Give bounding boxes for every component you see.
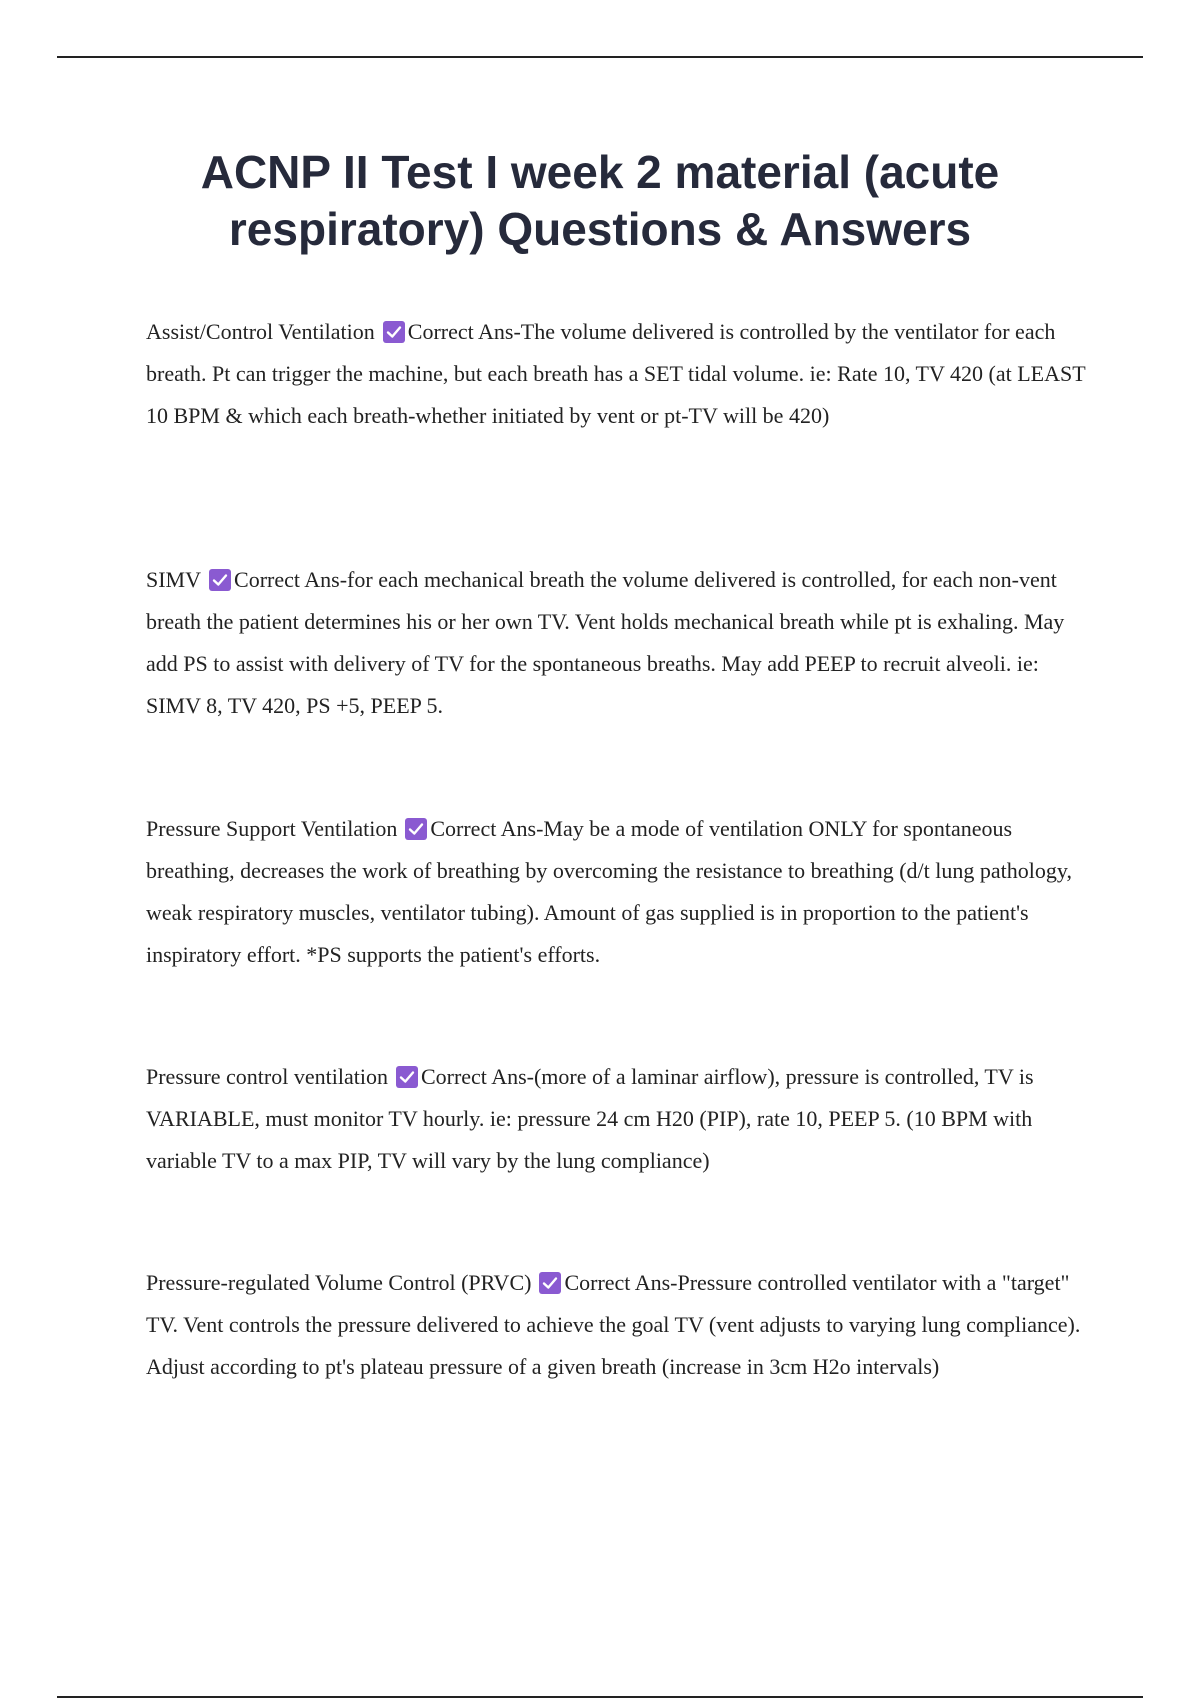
qa-answer: Correct Ans-Pressure controlled ventilator with a "target" TV. Vent controls the pressure delivered to achieve the goal TV (vent adjusts to varying lung compliance). Adjust according to pt's plateau pressure of a given breath (increase in 3cm H2o intervals) [146, 1270, 1081, 1379]
check-box-icon [383, 321, 405, 343]
qa-term: Pressure Support Ventilation [146, 816, 398, 841]
check-box-icon [396, 1066, 418, 1088]
qa-answer: Correct Ans-May be a mode of ventilation ONLY for spontaneous breathing, decreases the work of breathing by overcoming the resistance to breathing (d/t lung pathology, weak respiratory muscles, ventilator tubing). Amount of gas supplied is in proportion to the patient's inspiratory effort. *PS supports the patient's efforts. [146, 816, 1072, 967]
top-divider [57, 56, 1143, 58]
qa-answer: Correct Ans-(more of a laminar airflow), pressure is controlled, TV is VARIABLE, must monitor TV hourly. ie: pressure 24 cm H20 (PIP), rate 10, PEEP 5. (10 BPM with variable TV to a max PIP, TV will vary by the lung compliance) [146, 1064, 1034, 1173]
check-box-icon [209, 569, 231, 591]
check-box-icon [539, 1272, 561, 1294]
bottom-divider [57, 1696, 1143, 1698]
qa-item [146, 1056, 1091, 1182]
qa-answer: Correct Ans-for each mechanical breath the volume delivered is controlled, for each non-vent breath the patient determines his or her own TV. Vent holds mechanical breath while pt is exhaling. May add PS to assist with delivery of TV for the spontaneous breaths. May add PEEP to recruit alveoli. ie: SIMV 8, TV 420, PS +5, PEEP 5. [146, 567, 1065, 718]
qa-item [146, 808, 1091, 976]
qa-item [146, 311, 1091, 437]
qa-answer: Correct Ans-The volume delivered is controlled by the ventilator for each breath. Pt can trigger the machine, but each breath has a SET tidal volume. ie: Rate 10, TV 420 (at LEAST 10 BPM & which each breath-whether initiated by vent or pt-TV will be 420) [146, 319, 1086, 428]
check-box-icon [405, 818, 427, 840]
qa-term: Assist/Control Ventilation [146, 319, 375, 344]
qa-term: Pressure control ventilation [146, 1064, 388, 1089]
qa-item [146, 1262, 1091, 1388]
qa-term: SIMV [146, 567, 202, 592]
qa-item [146, 559, 1091, 727]
page-title: ACNP II Test I week 2 material (acute respiratory) Questions & Answers [200, 146, 1000, 255]
qa-term: Pressure-regulated Volume Control (PRVC) [146, 1270, 532, 1295]
